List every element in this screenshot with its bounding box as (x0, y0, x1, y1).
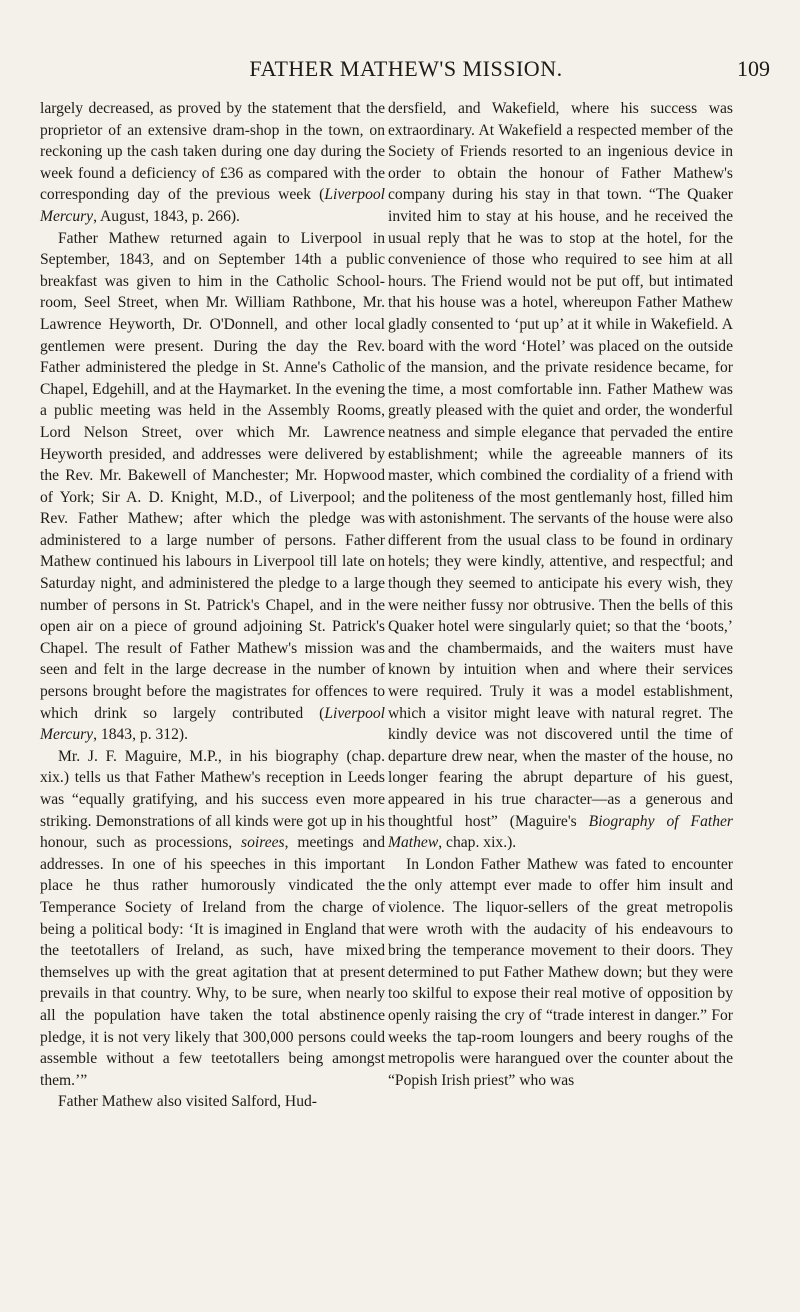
italic-term: soirees (241, 834, 285, 852)
paragraph-text: , chap. xix.). (438, 834, 517, 852)
paragraph (40, 746, 385, 1092)
citation: Biography of Father Mathew (388, 812, 733, 852)
left-column (40, 98, 385, 1113)
paragraph-text: Father Mathew returned again to Liverpool in September, 1843, and on September 14th a public breakfast was given to him in the Catholic School-room, Seel Street, when Mr. William Rathbone, Mr. Lawrence Heyworth, Dr. O'Donnell, and other local gentlemen were present. During the day the Rev. Father administered the pledge in St. Anne's Catholic Chapel, Edgehill, and at the Haymarket. In the evening a public meeting was held in the Assembly Rooms, Lord Nelson Street, over which Mr. Lawrence Heyworth presided, and addresses were delivered by the Rev. Mr. Bakewell of Manchester; Mr. Hopwood of York; Sir A. D. Knight, M.D., of Liverpool; and Rev. Father Mathew; after which the pledge was administered to a large number of persons. Father Mathew continued his labours in Liverpool till late on Saturday night, and administered the pledge to a large number of persons in St. Patrick's Chapel, and in the open air on a piece of ground adjoining St. Patrick's Chapel. The result of Father Mathew's mission was seen and felt in the large decrease in the number of persons brought before the magistrates for offences to which drink so largely contributed ( (40, 229, 385, 722)
paragraph: Father Mathew also visited Salford, Hud- (58, 1093, 317, 1111)
paragraph-text: largely decreased, as proved by the statement that the proprietor of an extensive dram-shop in the town, on reckoning up the cash taken during one day during the week found a deficiency of £36 as compared with the corresponding day of the previous week ( (40, 100, 385, 204)
paragraph-text: , meetings and addresses. In one of his speeches in this important place he thus rather humorously vindicated the Temperance Society of Ireland from the charge of being a political body: ‘It is imagined in England that the teetotallers of Ireland, as such, have mixed themselves up with the great agitation that at present prevails in that country. Why, to be sure, when nearly all the population have taken the total abstinence pledge, it is not very likely that 300,000 persons could assemble without a few teetotallers being amongst them.’” (40, 834, 385, 1089)
citation: Liverpool Mercury (40, 186, 385, 225)
page-number: 109 (737, 56, 770, 81)
running-head (40, 56, 772, 86)
paragraph-text: dersfield, and Wakefield, where his success was extraordinary. At Wakefield a respected member of the Society of Friends resorted to an ingenious device in order to obtain the honour of Father Mathew's company during his stay in that town. “The Quaker invited him to stay at his house, and he received the usual reply that he was to stop at the hotel, for the convenience of those who required to see him at all hours. The Friend would not be put off, but intimated that his house was a hotel, whereupon Father Mathew gladly consented to ‘put up’ at it while in Wakefield. A board with the word ‘Hotel’ was placed on the outside of the mansion, and the private residence became, for the time, a most comfortable inn. Father Mathew was greatly pleased with the quiet and order, the wonderful neatness and simple elegance that pervaded the entire establishment; while the agreeable manners of its master, which combined the cordiality of a friend with the politeness of the most gentlemanly host, filled him with astonishment. The servants of the house were also different from the usual class to be found in ordinary hotels; they were kindly, attentive, and respectful; and though they seemed to anticipate his every wish, they were neither fussy nor obtrusive. Then the bells of this Quaker hotel were singularly quiet; so that the ‘boots,’ and the chambermaids, and the waiters must have known by intuition when and where their services were required. Truly it was a model establishment, which a visitor might leave with natural regret. The kindly device was not discovered until the time of departure drew near, when the master of the house, no longer fearing the abrupt departure of his guest, appeared in his true character—as a generous and thoughtful host” (Maguire's (388, 100, 733, 830)
paragraph-text: Mr. J. F. Maguire, M.P., in his biography (chap. xix.) tells us that Father Mathew's reception in Leeds was “equally gratifying, and his success even more striking. Demonstrations of all kinds were got up in his honour, such as processions, (40, 747, 385, 852)
running-title: FATHER MATHEW'S MISSION. (249, 56, 563, 81)
paragraph (388, 98, 733, 854)
right-column (388, 98, 733, 1091)
paragraph-text: , August, 1843, p. 266). (93, 207, 240, 225)
paragraph-text: , 1843, p. 312). (93, 726, 188, 744)
paragraph (40, 98, 385, 228)
column-gutter (384, 96, 385, 1256)
paragraph: In London Father Mathew was fated to encounter the only attempt ever made to offer him insult and violence. The liquor-sellers of the great metropolis were wroth with the audacity of his endeavours to bring the temperance movement to their doors. They determined to put Father Mathew down; but they were too skilful to expose their real motive of opposition by openly raising the cry of “trade interest in danger.” For weeks the tap-room loungers and beery roughs of the metropolis were harangued over the counter about the “Popish Irish priest” who was (388, 855, 733, 1089)
citation: Liverpool Mercury (40, 704, 385, 744)
paragraph (40, 228, 385, 746)
